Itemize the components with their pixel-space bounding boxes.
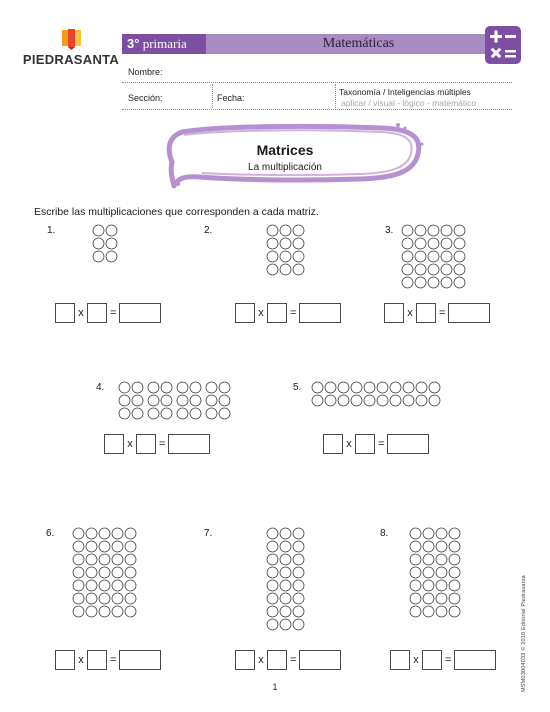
matrix-circle xyxy=(423,541,434,552)
exercise-number: 1. xyxy=(47,225,56,236)
matrix-circle xyxy=(312,395,323,406)
section-field[interactable] xyxy=(122,109,512,110)
matrix-circle xyxy=(449,541,460,552)
matrix-circle xyxy=(99,528,110,539)
matrix-circle xyxy=(441,277,452,288)
circle-matrix xyxy=(266,527,307,638)
matrix-circle xyxy=(177,382,188,393)
matrix-circle xyxy=(293,593,304,604)
matrix-circle xyxy=(161,395,172,406)
matrix-circle xyxy=(148,395,159,406)
matrix-svg xyxy=(311,381,443,409)
matrix-circle xyxy=(99,567,110,578)
factor-input[interactable] xyxy=(267,650,287,670)
product-input[interactable] xyxy=(119,303,161,323)
answer-row xyxy=(235,650,341,670)
matrix-circle xyxy=(73,580,84,591)
worksheet-title: Matrices xyxy=(256,142,314,158)
matrix-circle xyxy=(449,593,460,604)
name-label: Nombre: xyxy=(128,67,163,77)
times-sign: x xyxy=(413,654,419,666)
matrix-svg xyxy=(401,224,468,291)
matrix-svg xyxy=(266,527,307,633)
exercise-number: 4. xyxy=(96,382,105,393)
matrix-circle xyxy=(267,606,278,617)
matrix-circle xyxy=(403,382,414,393)
matrix-circle xyxy=(390,382,401,393)
factor-input[interactable] xyxy=(55,650,75,670)
matrix-circle xyxy=(267,619,278,630)
circle-matrix xyxy=(118,381,233,427)
matrix-circle xyxy=(441,264,452,275)
factor-input[interactable] xyxy=(87,303,107,323)
matrix-circle xyxy=(280,251,291,262)
matrix-circle xyxy=(112,541,123,552)
matrix-circle xyxy=(280,606,291,617)
field-divider xyxy=(335,84,336,108)
math-operations-icon xyxy=(485,26,521,64)
matrix-circle xyxy=(73,606,84,617)
exercise-number: 7. xyxy=(204,528,213,539)
operations-glyphs xyxy=(485,26,521,64)
times-sign: x xyxy=(78,307,84,319)
matrix-circle xyxy=(119,408,130,419)
matrix-circle xyxy=(190,382,201,393)
equals-sign: = xyxy=(445,654,452,666)
matrix-circle xyxy=(293,554,304,565)
matrix-svg xyxy=(118,381,233,422)
matrix-circle xyxy=(132,395,143,406)
matrix-circle xyxy=(325,382,336,393)
matrix-circle xyxy=(93,225,104,236)
matrix-circle xyxy=(106,225,117,236)
matrix-circle xyxy=(293,541,304,552)
times-sign: x xyxy=(258,654,264,666)
circle-matrix xyxy=(311,381,443,414)
exercise-number: 5. xyxy=(293,382,302,393)
matrix-circle xyxy=(99,593,110,604)
matrix-circle xyxy=(377,395,388,406)
matrix-circle xyxy=(206,382,217,393)
matrix-circle xyxy=(449,554,460,565)
equals-sign: = xyxy=(290,307,297,319)
matrix-circle xyxy=(454,238,465,249)
factor-input[interactable] xyxy=(416,303,436,323)
matrix-circle xyxy=(280,238,291,249)
factor-input[interactable] xyxy=(422,650,442,670)
equals-sign: = xyxy=(110,654,117,666)
matrix-circle xyxy=(293,264,304,275)
answer-row xyxy=(390,650,496,670)
matrix-circle xyxy=(436,541,447,552)
matrix-circle xyxy=(106,238,117,249)
matrix-svg xyxy=(72,527,139,620)
answer-row xyxy=(235,303,341,323)
matrix-circle xyxy=(112,528,123,539)
factor-input[interactable] xyxy=(87,650,107,670)
factor-input[interactable] xyxy=(267,303,287,323)
matrix-circle xyxy=(293,567,304,578)
taxonomy-title: Taxonomía / Inteligencias múltiples xyxy=(339,87,471,97)
matrix-circle xyxy=(423,554,434,565)
times-sign: x xyxy=(127,438,133,450)
matrix-circle xyxy=(280,567,291,578)
matrix-circle xyxy=(177,395,188,406)
exercise-number: 6. xyxy=(46,528,55,539)
equals-sign: = xyxy=(159,438,166,450)
matrix-circle xyxy=(441,225,452,236)
matrix-circle xyxy=(436,606,447,617)
matrix-circle xyxy=(351,395,362,406)
matrix-circle xyxy=(436,593,447,604)
matrix-circle xyxy=(423,567,434,578)
matrix-circle xyxy=(99,554,110,565)
matrix-circle xyxy=(428,264,439,275)
product-input[interactable] xyxy=(387,434,429,454)
matrix-circle xyxy=(190,395,201,406)
circle-matrix xyxy=(409,527,463,625)
matrix-circle xyxy=(267,251,278,262)
matrix-circle xyxy=(312,382,323,393)
matrix-circle xyxy=(428,238,439,249)
matrix-circle xyxy=(364,395,375,406)
matrix-svg xyxy=(266,224,307,278)
matrix-circle xyxy=(280,593,291,604)
matrix-circle xyxy=(112,567,123,578)
page-number: 1 xyxy=(272,682,278,692)
section-label: Sección: xyxy=(128,93,163,103)
matrix-circle xyxy=(410,593,421,604)
matrix-circle xyxy=(132,408,143,419)
matrix-circle xyxy=(423,580,434,591)
matrix-circle xyxy=(190,408,201,419)
matrix-circle xyxy=(402,251,413,262)
copyright-code: MSM03004033 © 2018 Editorial Piedrasanta xyxy=(521,575,527,692)
matrix-circle xyxy=(280,554,291,565)
matrix-circle xyxy=(410,606,421,617)
matrix-circle xyxy=(86,567,97,578)
matrix-circle xyxy=(338,395,349,406)
matrix-svg xyxy=(92,224,120,265)
matrix-circle xyxy=(293,251,304,262)
matrix-circle xyxy=(293,580,304,591)
matrix-circle xyxy=(428,277,439,288)
circle-matrix xyxy=(401,224,468,296)
matrix-circle xyxy=(293,238,304,249)
field-divider xyxy=(212,84,213,108)
matrix-circle xyxy=(415,251,426,262)
matrix-circle xyxy=(416,395,427,406)
matrix-circle xyxy=(267,567,278,578)
matrix-circle xyxy=(293,528,304,539)
product-input[interactable] xyxy=(448,303,490,323)
matrix-circle xyxy=(428,225,439,236)
factor-input[interactable] xyxy=(104,434,124,454)
matrix-circle xyxy=(280,225,291,236)
matrix-circle xyxy=(390,395,401,406)
matrix-circle xyxy=(112,580,123,591)
product-input[interactable] xyxy=(119,650,161,670)
matrix-circle xyxy=(377,382,388,393)
matrix-circle xyxy=(441,238,452,249)
times-sign: x xyxy=(407,307,413,319)
matrix-circle xyxy=(280,619,291,630)
matrix-circle xyxy=(325,395,336,406)
factor-input[interactable] xyxy=(55,303,75,323)
answer-row xyxy=(104,434,210,454)
taxonomy-subtitle: aplicar / visual - lógico - matemático xyxy=(341,98,477,108)
matrix-circle xyxy=(132,382,143,393)
matrix-circle xyxy=(112,554,123,565)
factor-input[interactable] xyxy=(390,650,410,670)
matrix-circle xyxy=(423,528,434,539)
matrix-circle xyxy=(293,619,304,630)
matrix-circle xyxy=(125,606,136,617)
matrix-circle xyxy=(125,528,136,539)
matrix-circle xyxy=(410,580,421,591)
book-icon xyxy=(60,28,84,50)
matrix-circle xyxy=(402,238,413,249)
product-input[interactable] xyxy=(168,434,210,454)
matrix-circle xyxy=(436,567,447,578)
matrix-circle xyxy=(415,225,426,236)
matrix-circle xyxy=(449,606,460,617)
matrix-circle xyxy=(219,395,230,406)
matrix-circle xyxy=(436,528,447,539)
matrix-circle xyxy=(93,238,104,249)
matrix-circle xyxy=(125,580,136,591)
factor-input[interactable] xyxy=(136,434,156,454)
matrix-circle xyxy=(410,554,421,565)
times-sign: x xyxy=(258,307,264,319)
matrix-circle xyxy=(99,580,110,591)
publisher-logo xyxy=(16,24,126,74)
brand-name: PIEDRASANTA xyxy=(22,52,120,67)
matrix-circle xyxy=(86,606,97,617)
factor-input[interactable] xyxy=(235,303,255,323)
matrix-circle xyxy=(280,541,291,552)
answer-row xyxy=(384,303,490,323)
factor-input[interactable] xyxy=(235,650,255,670)
matrix-circle xyxy=(73,554,84,565)
factor-input[interactable] xyxy=(355,434,375,454)
factor-input[interactable] xyxy=(384,303,404,323)
matrix-circle xyxy=(86,528,97,539)
matrix-circle xyxy=(86,554,97,565)
matrix-circle xyxy=(267,541,278,552)
matrix-circle xyxy=(148,408,159,419)
matrix-circle xyxy=(338,382,349,393)
matrix-circle xyxy=(119,395,130,406)
matrix-circle xyxy=(125,593,136,604)
equals-sign: = xyxy=(290,654,297,666)
grade-level: primaria xyxy=(142,36,187,51)
matrix-circle xyxy=(267,264,278,275)
worksheet-subtitle: La multiplicación xyxy=(248,162,322,173)
grade-label xyxy=(122,34,206,54)
matrix-circle xyxy=(73,567,84,578)
matrix-circle xyxy=(125,554,136,565)
product-input[interactable] xyxy=(299,303,341,323)
matrix-circle xyxy=(267,593,278,604)
matrix-circle xyxy=(364,382,375,393)
matrix-circle xyxy=(125,541,136,552)
exercise-number: 3. xyxy=(385,225,394,236)
matrix-circle xyxy=(267,528,278,539)
matrix-circle xyxy=(267,238,278,249)
matrix-circle xyxy=(267,225,278,236)
matrix-circle xyxy=(106,251,117,262)
matrix-circle xyxy=(99,541,110,552)
matrix-circle xyxy=(403,395,414,406)
exercise-number: 8. xyxy=(380,528,389,539)
matrix-circle xyxy=(73,528,84,539)
times-sign: x xyxy=(346,438,352,450)
matrix-circle xyxy=(449,528,460,539)
matrix-circle xyxy=(93,251,104,262)
matrix-circle xyxy=(86,593,97,604)
factor-input[interactable] xyxy=(323,434,343,454)
matrix-circle xyxy=(206,408,217,419)
date-label: Fecha: xyxy=(217,93,245,103)
matrix-circle xyxy=(436,554,447,565)
matrix-circle xyxy=(454,225,465,236)
matrix-circle xyxy=(402,277,413,288)
matrix-circle xyxy=(415,264,426,275)
answer-row xyxy=(323,434,429,454)
matrix-circle xyxy=(112,593,123,604)
matrix-circle xyxy=(410,567,421,578)
matrix-circle xyxy=(449,567,460,578)
matrix-circle xyxy=(449,580,460,591)
grade-number: 3° xyxy=(127,36,140,51)
matrix-circle xyxy=(402,264,413,275)
matrix-circle xyxy=(219,408,230,419)
matrix-circle xyxy=(429,395,440,406)
matrix-circle xyxy=(161,382,172,393)
matrix-circle xyxy=(86,580,97,591)
matrix-svg xyxy=(409,527,463,620)
circle-matrix xyxy=(266,224,307,283)
matrix-circle xyxy=(99,606,110,617)
matrix-circle xyxy=(206,395,217,406)
matrix-circle xyxy=(177,408,188,419)
matrix-circle xyxy=(119,382,130,393)
matrix-circle xyxy=(73,593,84,604)
matrix-circle xyxy=(293,225,304,236)
answer-row xyxy=(55,650,161,670)
matrix-circle xyxy=(454,277,465,288)
matrix-circle xyxy=(454,251,465,262)
matrix-circle xyxy=(410,528,421,539)
matrix-circle xyxy=(280,580,291,591)
product-input[interactable] xyxy=(454,650,496,670)
matrix-circle xyxy=(410,541,421,552)
matrix-circle xyxy=(112,606,123,617)
equals-sign: = xyxy=(378,438,385,450)
circle-matrix xyxy=(92,224,120,270)
answer-row xyxy=(55,303,161,323)
instruction-text: Escribe las multiplicaciones que corresponden a cada matriz. xyxy=(34,206,319,218)
equals-sign: = xyxy=(110,307,117,319)
matrix-circle xyxy=(351,382,362,393)
matrix-circle xyxy=(267,554,278,565)
matrix-circle xyxy=(86,541,97,552)
exercise-number: 2. xyxy=(204,225,213,236)
circle-matrix xyxy=(72,527,139,625)
matrix-circle xyxy=(280,264,291,275)
matrix-circle xyxy=(73,541,84,552)
times-sign: x xyxy=(78,654,84,666)
matrix-circle xyxy=(429,382,440,393)
matrix-circle xyxy=(428,251,439,262)
matrix-circle xyxy=(454,264,465,275)
matrix-circle xyxy=(423,593,434,604)
matrix-circle xyxy=(219,382,230,393)
matrix-circle xyxy=(415,277,426,288)
product-input[interactable] xyxy=(299,650,341,670)
matrix-circle xyxy=(267,580,278,591)
matrix-circle xyxy=(293,606,304,617)
matrix-circle xyxy=(436,580,447,591)
matrix-circle xyxy=(125,567,136,578)
matrix-circle xyxy=(280,528,291,539)
matrix-circle xyxy=(416,382,427,393)
matrix-circle xyxy=(402,225,413,236)
matrix-circle xyxy=(423,606,434,617)
equals-sign: = xyxy=(439,307,446,319)
matrix-circle xyxy=(441,251,452,262)
matrix-circle xyxy=(161,408,172,419)
name-field[interactable] xyxy=(122,82,512,83)
matrix-circle xyxy=(415,238,426,249)
subject-title: Matemáticas xyxy=(322,36,395,51)
matrix-circle xyxy=(148,382,159,393)
